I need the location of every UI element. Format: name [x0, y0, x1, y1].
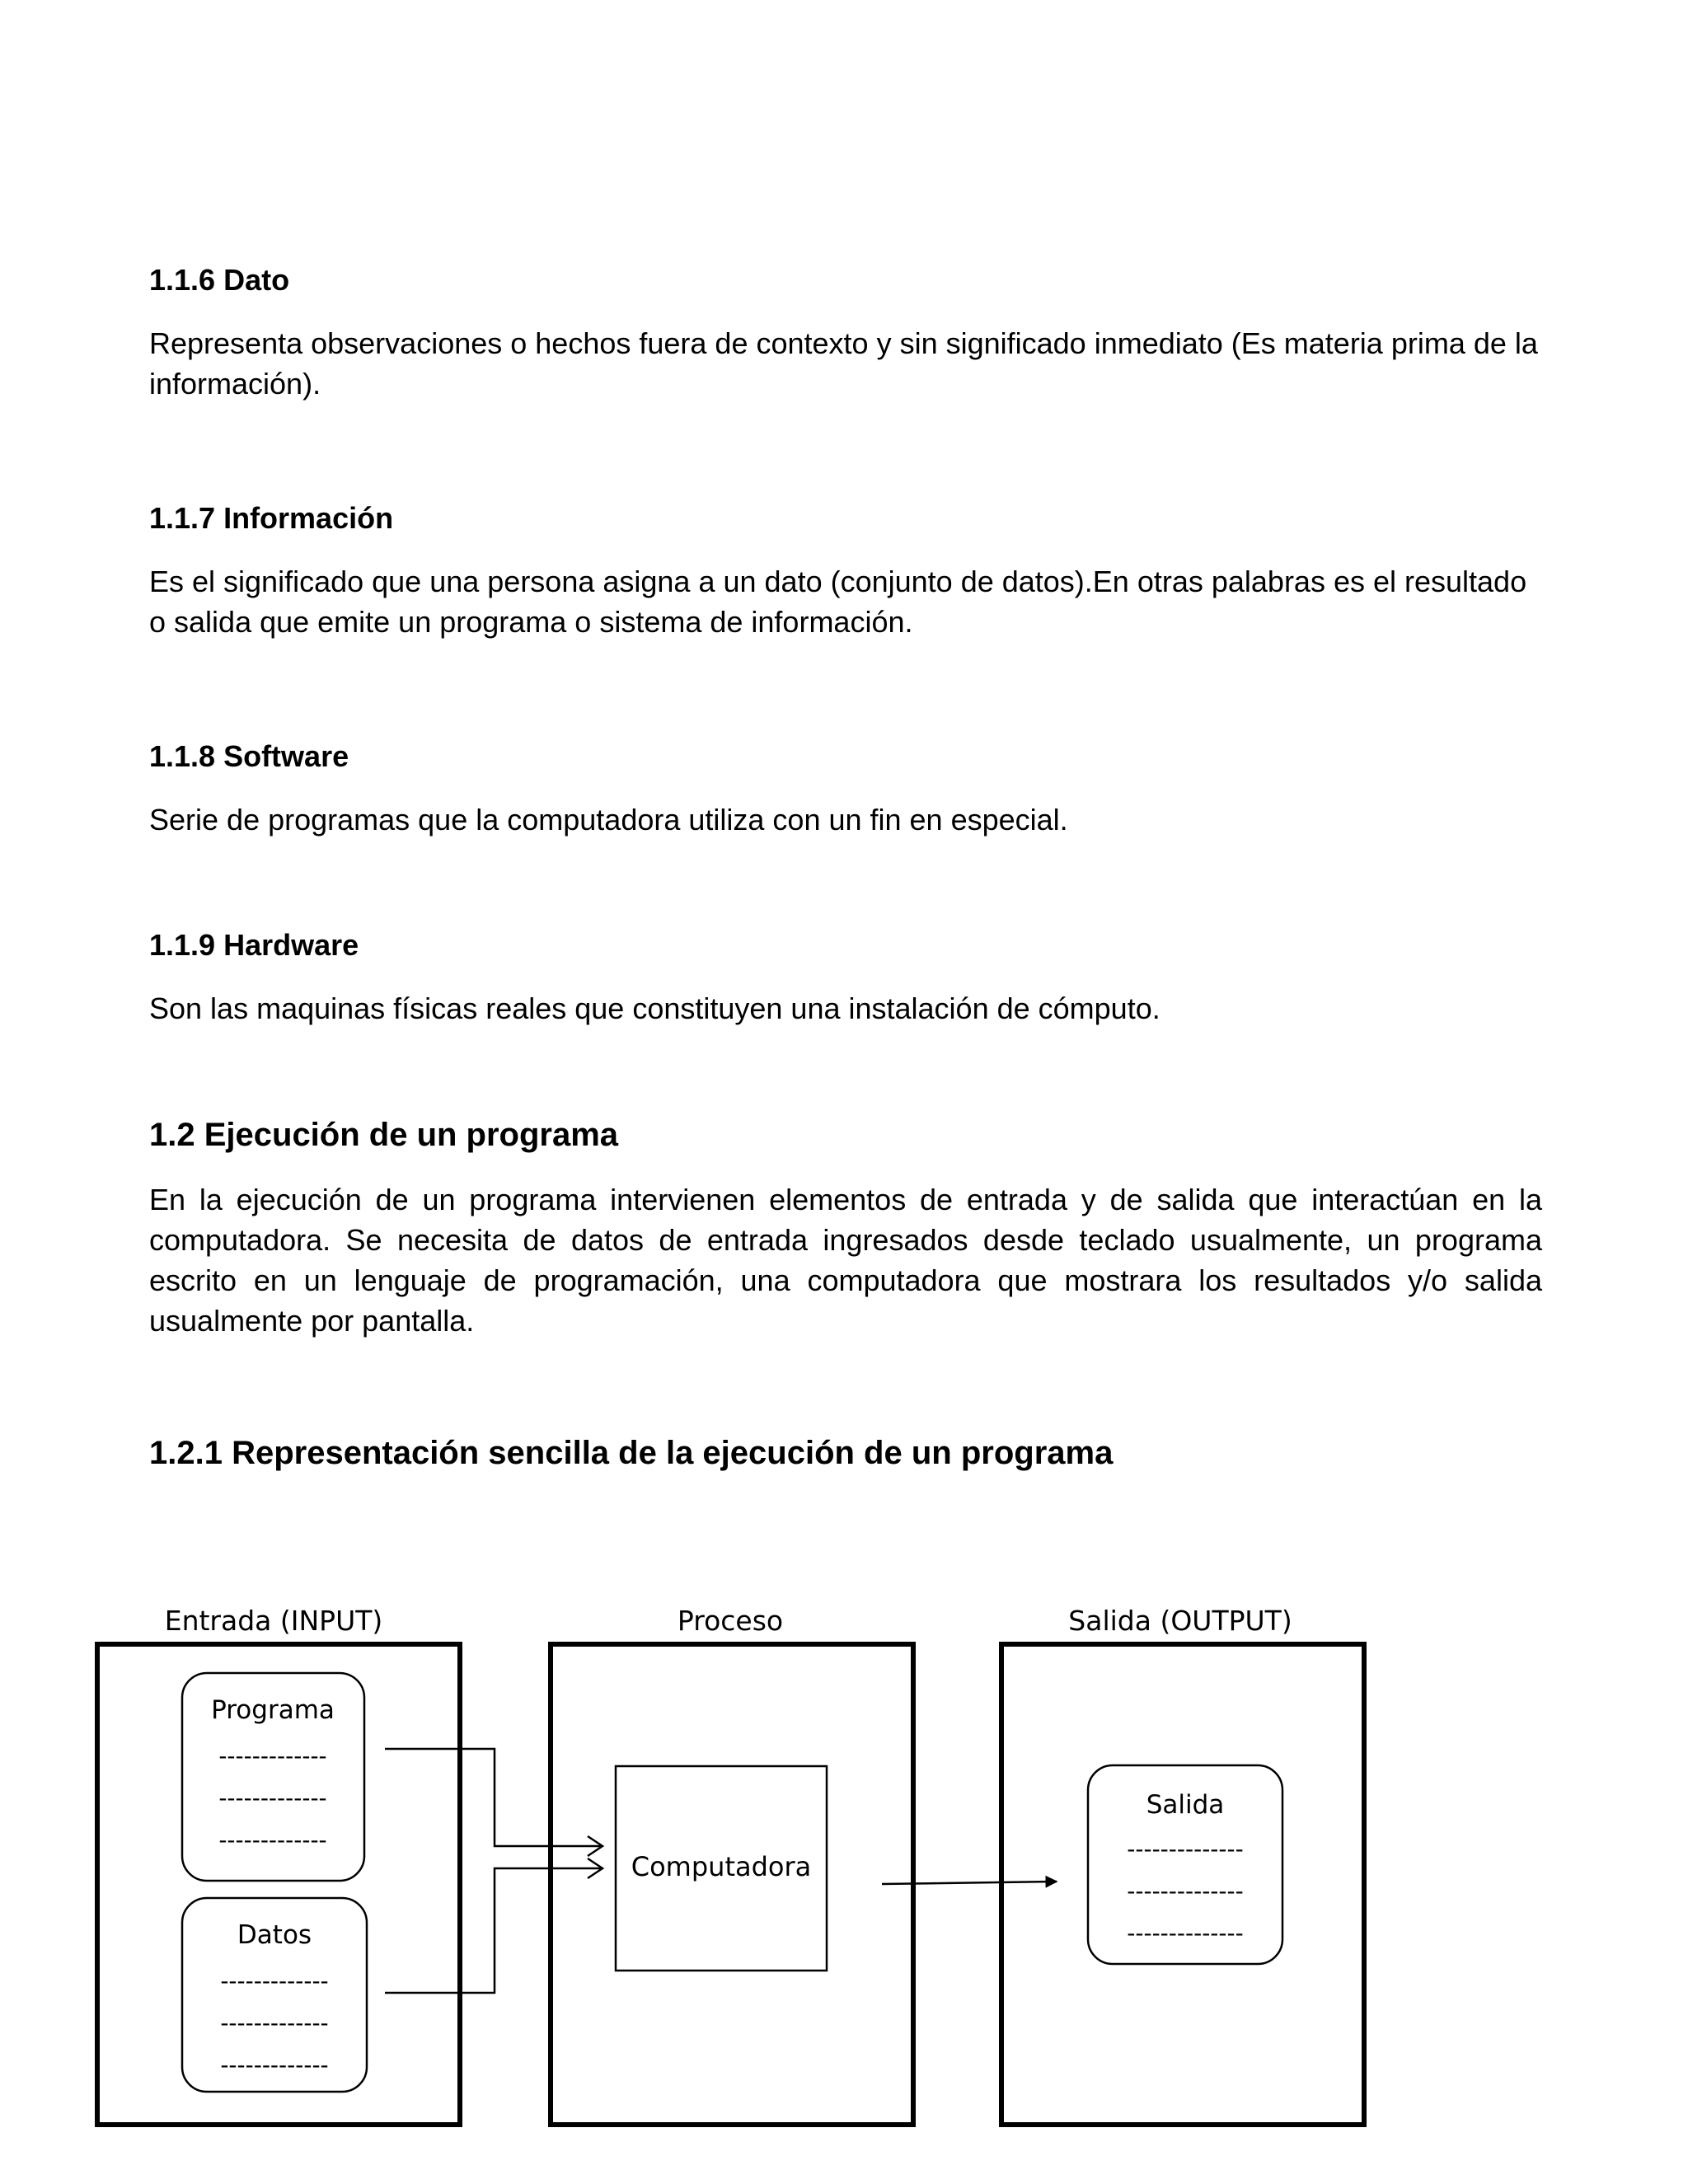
datos-dash-line: ------------- — [220, 2051, 329, 2079]
salida-dash-line: -------------- — [1127, 1919, 1244, 1947]
computadora-box — [616, 1766, 827, 1971]
programa-dash-line: ------------- — [218, 1784, 327, 1811]
datos-dash-line: ------------- — [220, 2009, 329, 2036]
input-column-label: Entrada (INPUT) — [164, 1605, 383, 1637]
programa-arrowhead — [588, 1836, 603, 1856]
salida-label: Salida — [1146, 1790, 1225, 1820]
datos-dash-line: ------------- — [220, 1967, 329, 1994]
document-page — [149, 262, 1542, 1473]
output-column-label: Salida (OUTPUT) — [1068, 1605, 1292, 1637]
programa-box — [182, 1673, 364, 1881]
datos-label: Datos — [237, 1920, 312, 1950]
section-heading-ejecucion: 1.2 Ejecución de un programa — [149, 1117, 619, 1153]
datos-box — [182, 1898, 367, 2092]
salida-box — [1088, 1765, 1282, 1964]
section-body-hardware: Son las maquinas físicas reales que constituyen una instalación de cómputo. — [149, 991, 1160, 1025]
datos-connector — [385, 1868, 602, 1993]
process-box — [551, 1644, 913, 2125]
programa-connector — [385, 1749, 602, 1846]
section-body-informacion: Es el significado que una persona asigna a un dato (conjunto de datos).En otras palabras es el resultado o salida que emite un programa o sistema de información. — [149, 565, 1527, 639]
process-column-label: Proceso — [677, 1605, 784, 1637]
programa-dash-line: ------------- — [218, 1826, 327, 1854]
programa-label: Programa — [211, 1695, 335, 1725]
section-body-dato: Representa observaciones o hechos fuera de contexto y sin significado inmediato (Es materia prima de la información). — [149, 326, 1538, 401]
salida-dash-line: -------------- — [1127, 1877, 1244, 1905]
input-box — [97, 1644, 460, 2125]
section-heading-representacion: 1.2.1 Representación sencilla de la ejecución de un programa — [149, 1435, 1114, 1471]
section-heading-hardware: 1.1.9 Hardware — [149, 928, 359, 962]
section-heading-software: 1.1.8 Software — [149, 739, 349, 773]
computadora-label: Computadora — [631, 1851, 812, 1882]
section-body-ejecucion: En la ejecución de un programa intervienen elementos de entrada y de salida que interactúan en la computadora. Se necesita de datos de entrada ingresados desde teclado usualmente, un programa escrito en un lenguaje de programación, una computadora que mostrara los resultados y/o salida usualmente por pantalla. — [149, 1183, 1542, 1338]
datos-arrowhead — [588, 1858, 603, 1878]
section-body-software: Serie de programas que la computadora utiliza con un fin en especial. — [149, 803, 1068, 837]
output-arrow — [882, 1882, 1057, 1884]
salida-dash-line: -------------- — [1127, 1835, 1244, 1863]
programa-dash-line: ------------- — [218, 1742, 327, 1769]
section-heading-informacion: 1.1.7 Información — [149, 501, 394, 535]
output-box — [1001, 1644, 1364, 2125]
section-heading-dato: 1.1.6 Dato — [149, 263, 290, 297]
